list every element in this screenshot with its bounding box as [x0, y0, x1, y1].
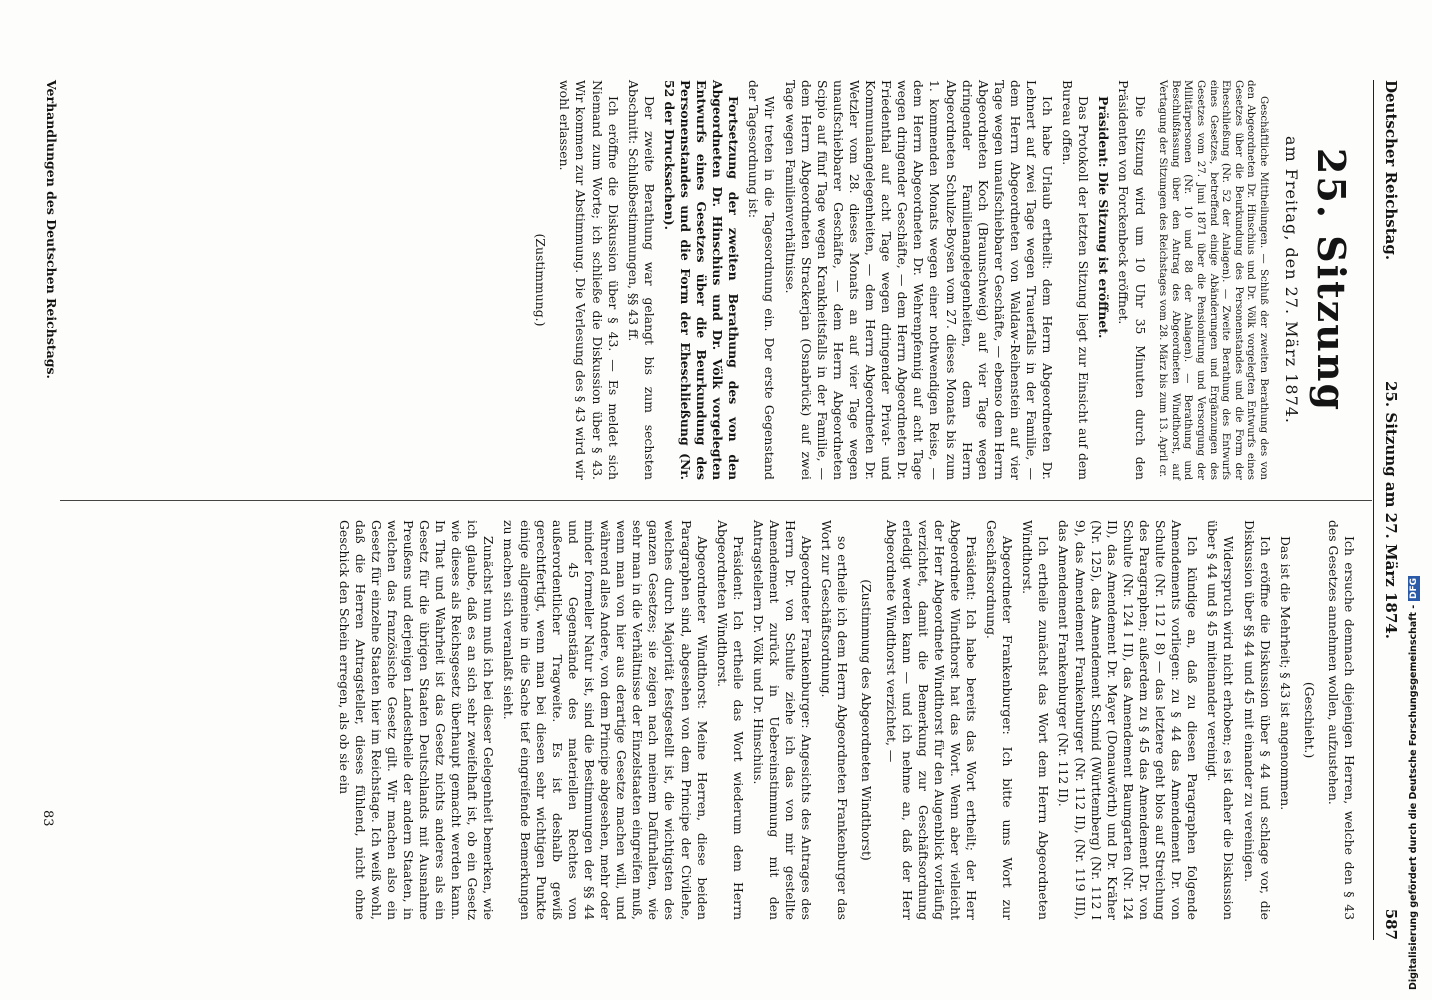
signature-mark: 83	[40, 810, 55, 827]
paragraph-president-windthorst: Präsident: Ich ertheile das Wort wiederum dem Herrn Abgeordneten Windthorst.	[714, 520, 746, 920]
digitization-credit-text: Digitalisierung gefördert durch die Deutsche Forschungsgemeinschaft -	[1408, 604, 1419, 990]
president-paragraph-1: Präsident: Die Sitzung ist eröffnet.	[1096, 96, 1112, 339]
paragraph-frankenburger-withdraw: Abgeordneter Frankenburger: Angesichts des Antrages des Herrn Dr. von Schulte ziehe ich das von mir gestellte Amendement zurück in Uebereinstimmung mit den Antragstellern Dr. Völk und Dr. Hinschius.	[750, 520, 815, 920]
paragraph-windthorst-floor: Ich ertheile zunächst das Wort dem Herrn Abgeordneten Windthorst.	[1020, 520, 1052, 920]
paragraph-discussion-43: Ich eröffne die Diskussion über § 43. — Es meldet sich Niemand zum Worte; ich schließe die Diskussion über § 43. Wir kommen zur Abstimmung. Die Verlesung des § 43 wird wir wohl erlassen.	[557, 80, 621, 480]
session-summary: Geschäftliche Mittheilungen. — Schluß der zweiten Berathung des von den Abgeordneten Dr. Hinschius und Dr. Völk vorgelegten Entwurfs eines Gesetzes über die Beurkundung des Personenstandes und die Form der Eheschließung (Nr. 52 der Anlagen). — Zweite Berathung des Entwurfs eines Gesetzes, betreffend einige Abänderungen und Ergänzungen des Gesetzes vom 27. Juni 1871 über die Pensionirung und Versorgung der Militärpersonen (Nr. 10 und 88 der Anlagen). — Berathung und Beschlußfassung über den Antrag des Abgeordneten Windthorst, auf Vertagung der Sitzungen des Reichstages vom 28. März bis zum 13. April cr.	[1157, 80, 1269, 480]
paragraph-vote-43: Ich ersuche demnach diejenigen Herren, welche den § 43 des Gesetzes annehmen wollen, aufzustehen.	[1325, 520, 1357, 920]
paragraph-president-reply: Präsident: Ich habe bereits das Wort ertheilt; der Herr Abgeordnete Windthorst hat das Wort. Wenn aber vielleicht der Herr Abgeordnete Windthorst für den Augenblick vorläufig verzichtet, damit die Bemerkung zur Geschäftsordnung erledigt werden kann — und ich nehme an, daß der Herr Abgeordnete Windthorst verzichtet, —	[883, 520, 980, 920]
paragraph-frankenburger-request: Abgeordneter Frankenburger: Ich bitte ums Wort zur Geschäftsordnung.	[984, 520, 1016, 920]
paragraph-second-reading: Der zweite Berathung war gelangt bis zum sechsten Abschnitt: Schlußbestimmungen, §§ 43 ff.	[625, 80, 657, 480]
paragraph-frankenburger-floor: so ertheile ich dem Herrn Abgeordneten Frankenburger das Wort zur Geschäftsordnung.	[819, 520, 851, 920]
opening-paragraph: Die Sitzung wird um 10 Uhr 35 Minuten durch den Präsidenten von Forckenbeck eröffnet.	[1116, 80, 1148, 480]
session-title: 25. Sitzung	[1309, 147, 1354, 413]
left-column	[524, 80, 1357, 480]
paragraph-discussion-44: Ich eröffne die Diskussion über § 44 und schlage vor, die Diskussion über §§ 44 und 45 mit einander zu vereinigen.	[1241, 520, 1273, 920]
paragraph-protocol: Das Protokoll der letzten Sitzung liegt zur Einsicht auf dem Bureau offen.	[1060, 80, 1092, 480]
dfg-logo: DFG	[1409, 578, 1419, 600]
session-date: am Freitag, den 27. März 1874.	[1282, 135, 1301, 425]
header-publication: Deutscher Reichstag.	[1382, 80, 1400, 261]
column-divider	[60, 500, 1372, 501]
paragraph-windthorst-speech-1: Abgeordneter Windthorst: Meine Herren, diese beiden Paragraphen sind, abgesehen von dem Principe der Civilehe, welches durch Majorität festgestellt ist, die wichtigsten des ganzen Gesetzes; sie zeigen nach meinem Dafürhalten, wie sehr man in die Verhältnisse der Einzelstaaten eingreifen muß, wenn man von hier aus derartige Gesetze machen will, und während alles Andere, von dem Principe abgesehen, mehr oder minder formeller Natur ist, sind die Bestimmungen der §§ 44 und 45 Gegenstände des materiellen Rechtes von außerordentlicher Tragweite. Es ist deshalb gewiß gerechtfertigt, wenn man bei diesen sehr wichtigen Punkte einige allgemeine in die Sache tief eingreifende Bemerkungen zu machen sich veranlaßt sieht.	[501, 520, 710, 921]
happens-note: (Geschieht.)	[1301, 681, 1317, 759]
paragraph-no-objection: Widerspruch wird nicht erhoben; es ist daher die Diskussion über § 44 und § 45 miteinander vereinigt.	[1205, 520, 1237, 920]
header-page-number: 587	[1382, 908, 1400, 940]
right-column	[331, 520, 1357, 920]
windthorst-agreement-note: (Zustimmung des Abgeordneten Windthorst)	[859, 579, 875, 861]
header-rule	[1373, 80, 1374, 940]
header-session: 25. Sitzung am 27. März 1874.	[1382, 381, 1400, 639]
agreement-note: (Zustimmung.)	[533, 233, 549, 327]
footer-publication: Verhandlungen des Deutschen Reichstags.	[44, 80, 59, 379]
digitization-credit	[1408, 10, 1428, 990]
agenda-item: Fortsetzung der zweiten Berathung des von den Abgeordneten Dr. Hinschius und Dr. Völk vorgelegten Entwurfs eines Gesetzes über die Beurkundung des Personenstandes und die Form der Eheschließung (Nr. 52 der Drucksachen).	[661, 80, 742, 480]
running-header	[1378, 80, 1400, 940]
paragraph-majority: Das ist die Mehrheit; § 43 ist angenommen.	[1277, 536, 1293, 811]
paragraph-agenda-intro: Wir treten in die Tagesordnung ein. Der erste Gegenstand der Tagesordnung ist:	[746, 80, 778, 480]
paragraph-windthorst-speech-2: Zunächst nun muß ich bei dieser Gelegenheit bemerken, wie ich glaube, daß es an sich sehr zweifelhaft ist, ob ein Gesetz wie dieses als Reichsgesetz überhaupt gemacht werden kann. In That und Wahrheit ist das Gesetz nichts anderes als ein Gesetz für die übrigen Staaten Deutschlands mit Ausnahme Preußens und derjenigen Landestheile der andern Staaten, in welchen das französische Gesetz gilt. Wir machen also ein Gesetz für einzelne Staaten hier im Reichstage. Ich weiß wohl, daß die Herren Antragsteller, dieses fühlend, nicht ohne Geschick den Schein erregen, als ob sie ein	[336, 520, 497, 920]
paragraph-amendments: Ich kündige an, daß zu diesen Paragraphen folgende Amendements vorliegen: zu § 44 das Amendement Dr. von Schulte (Nr. 112 I 8) — das letztere geht blos auf Streichung des Paragraphen; außerdem zu § 45 das Amendement Dr. von Schulte (Nr. 124 I II), das Amendement Baumgarten (Nr. 124 II), das Amendement Dr. Mayer (Donauwörth) und Dr. Kräher (Nr. 125), das Amendement Schmid (Württemberg) (Nr. 112 I 9), das Amendement Frankenburger (Nr. 112 II), (Nr. 119 III), das Amendement Frankenburger (Nr. 112 II).	[1056, 520, 1201, 920]
paragraph-leave: Ich habe Urlaub ertheilt: dem Herrn Abgeordneten Dr. Lehnert auf zwei Tage wegen Trauerfalls in der Familie, — dem Herrn Abgeordneten von Waldaw-Reihenstein auf vier Tage wegen unaufschiebbarer Geschäfte, — ebenso dem Herrn Abgeordneten Koch (Braunschweig) auf vier Tage wegen dringender Familienangelegenheiten, dem Herrn Abgeordneten Schulze-Boysen vom 27. dieses Monats bis zum 1. kommenden Monats wegen einer nothwendigen Reise, — dem Herrn Abgeordneten Dr. Wehrenpfennig auf acht Tage wegen dringender Geschäfte, — dem Herrn Abgeordneten Dr. Friedenthal auf acht Tage wegen dringender Privat- und Kommunalangelegenheiten, — dem Herrn Abgeordneten Dr. Wetzler vom 28. dieses Monats an auf vier Tage wegen unaufschiebbarer Geschäfte, — dem Herrn Abgeordneten Scipio auf fünf Tage wegen Krankheitsfalls in der Familie, — dem Herrn Abgeordneten Strackerjan (Osnabrück) auf zwei Tage wegen Familienverhältnisse.	[782, 80, 1056, 480]
